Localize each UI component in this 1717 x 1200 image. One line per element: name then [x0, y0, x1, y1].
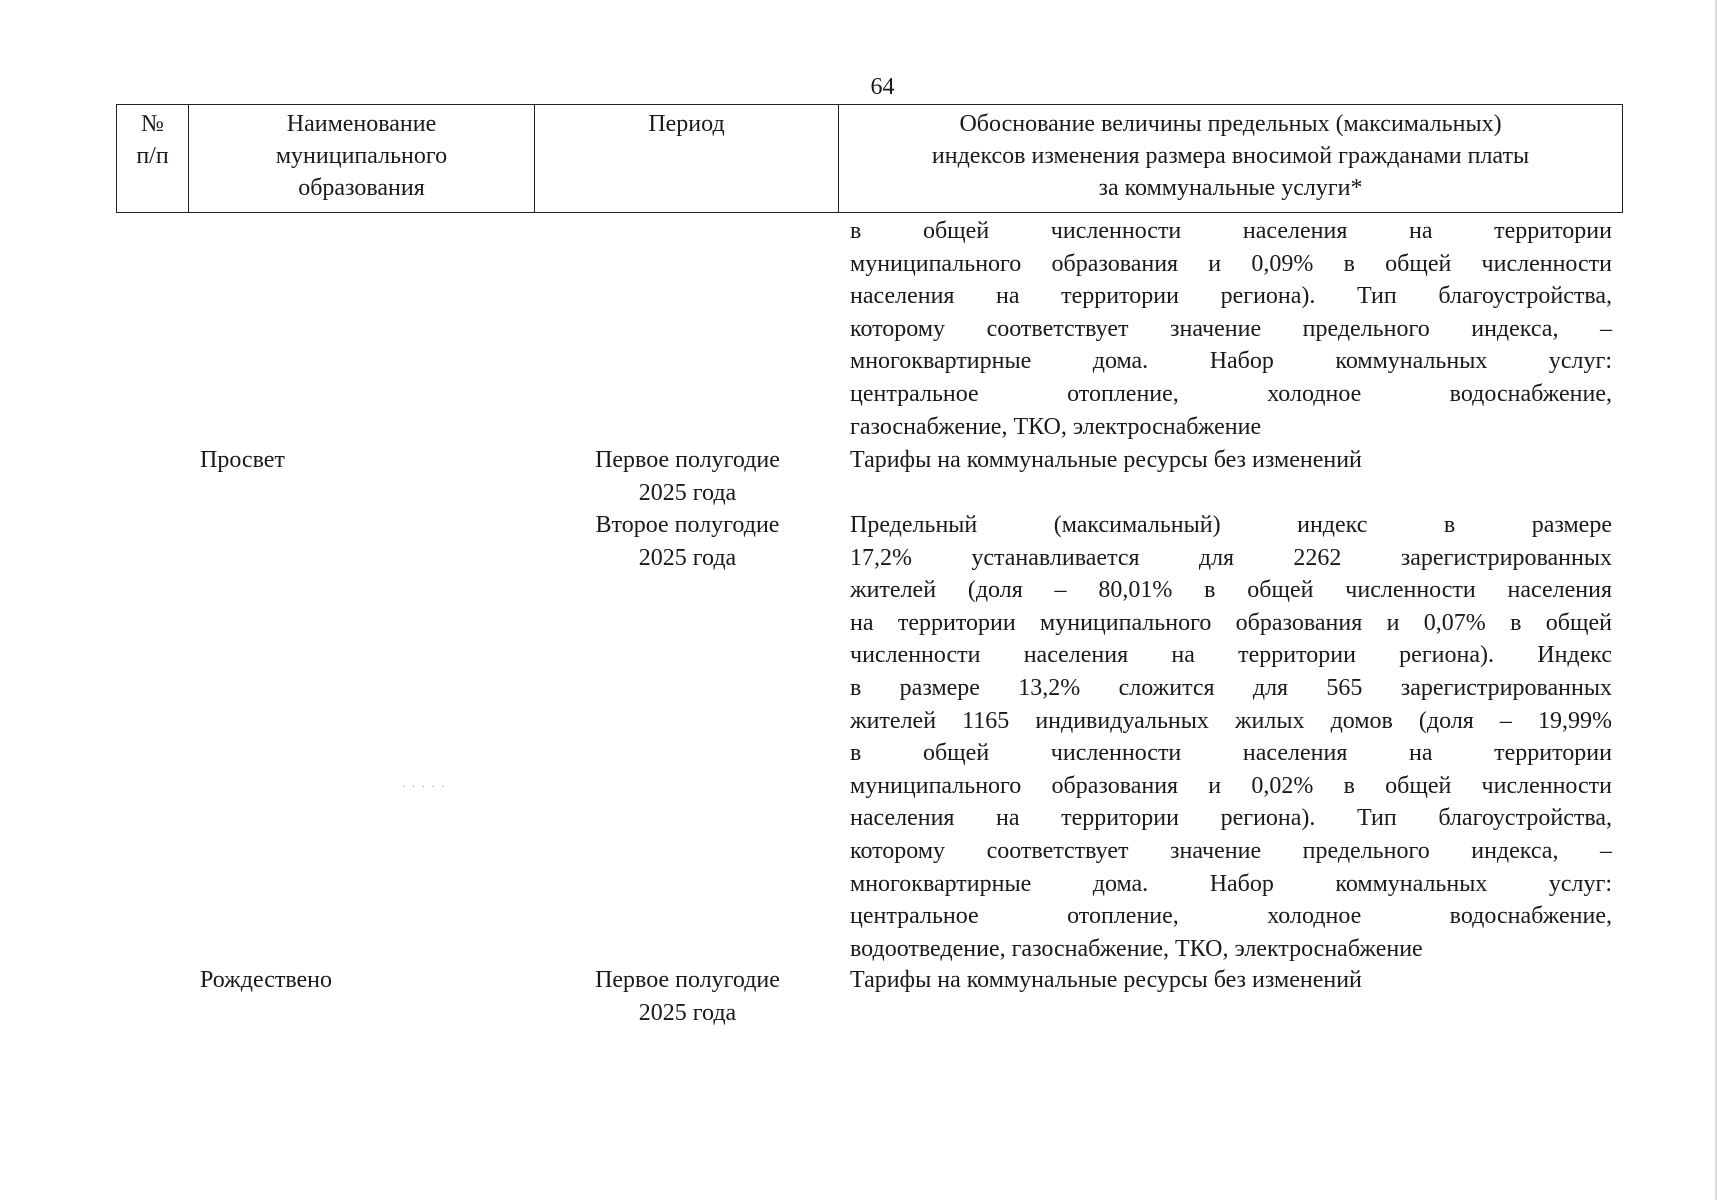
municipality-name: Рождествено	[200, 967, 333, 993]
page-number: 64	[870, 74, 895, 100]
justification-line: численности населения на территории региона). Индекс	[850, 642, 1612, 669]
header-justification-line: Обоснование величины предельных (максимальных)	[959, 111, 1502, 137]
justification-line: на территории муниципального образования и 0,07% в общей	[850, 609, 1612, 636]
justification-line: муниципального образования и 0,02% в общей численности	[850, 772, 1612, 799]
justification-line: в размере 13,2% сложится для 565 зарегистрированных	[850, 674, 1612, 701]
justification-line: Тарифы на коммунальные ресурсы без изменений	[850, 967, 1362, 993]
header-number-line: п/п	[136, 143, 169, 169]
justification-line: многоквартирные дома. Набор коммунальных услуг:	[850, 348, 1612, 375]
justification-cell	[850, 509, 1612, 965]
header-justification-line: индексов изменения размера вносимой гражданами платы	[931, 143, 1530, 169]
period-line: Первое полугодие	[595, 967, 780, 993]
justification-line: которому соответствует значение предельного индекса, –	[850, 315, 1612, 342]
header-number-line: №	[141, 111, 164, 137]
justification-line: Тарифы на коммунальные ресурсы без изменений	[850, 447, 1362, 473]
header-municipality-line: образования	[298, 175, 425, 201]
justification-line: в общей численности населения на территории	[850, 740, 1612, 767]
municipality-name: Просвет	[200, 447, 285, 473]
justification-cell	[850, 964, 1612, 997]
continued-justification	[850, 215, 1612, 443]
justification-line: населения на территории региона). Тип благоустройства,	[850, 805, 1612, 832]
period-cell	[565, 509, 810, 574]
justification-line: 17,2% устанавливается для 2262 зарегистрированных	[850, 544, 1612, 571]
justification-line: многоквартирные дома. Набор коммунальных услуг:	[850, 870, 1612, 897]
justification-cell	[850, 444, 1612, 477]
justification-line: центральное отопление, холодное водоснабжение,	[850, 903, 1612, 930]
justification-line: которому соответствует значение предельного индекса, –	[850, 837, 1612, 864]
header-period-line: Период	[648, 111, 725, 137]
period-cell	[565, 444, 810, 509]
justification-line: населения на территории региона). Тип благоустройства,	[850, 283, 1612, 310]
header-justification-line: за коммунальные услуги*	[1098, 175, 1363, 201]
justification-line: центральное отопление, холодное водоснабжение,	[850, 380, 1612, 407]
justification-line: жителей (доля – 80,01% в общей численности населения	[850, 577, 1612, 604]
period-line: 2025 года	[638, 479, 737, 506]
period-line: Первое полугодие	[595, 447, 780, 473]
period-cell	[565, 964, 810, 1029]
justification-line: в общей численности населения на территории	[850, 218, 1612, 244]
period-line: 2025 года	[638, 999, 737, 1026]
justification-line: газоснабжение, ТКО, электроснабжение	[850, 413, 1262, 440]
period-line: 2025 года	[638, 544, 737, 571]
justification-line: Предельный (максимальный) индекс в размере	[850, 512, 1612, 538]
scan-artifact: · · · · ·	[402, 782, 447, 793]
period-line: Второе полугодие	[595, 512, 780, 538]
header-municipality-line: муниципального	[275, 143, 448, 169]
header-municipality-line: Наименование	[286, 111, 437, 137]
justification-line: жителей 1165 индивидуальных жилых домов (доля – 19,99%	[850, 707, 1612, 734]
justification-line: муниципального образования и 0,09% в общей численности	[850, 250, 1612, 277]
justification-line: водоотведение, газоснабжение, ТКО, электроснабжение	[850, 935, 1423, 962]
